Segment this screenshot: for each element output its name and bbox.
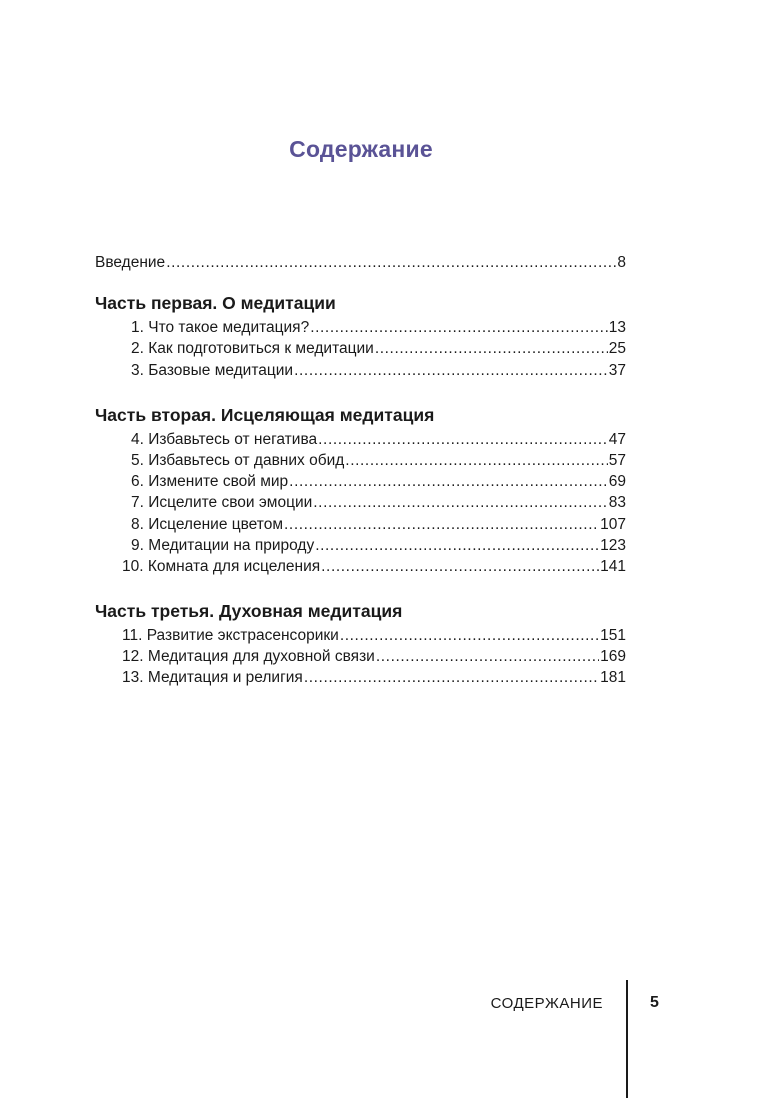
toc-entry[interactable] <box>95 516 626 537</box>
table-of-contents <box>95 254 626 691</box>
toc-entry[interactable] <box>95 473 626 494</box>
page-title: Содержание <box>289 136 433 162</box>
dot-leader <box>375 340 608 358</box>
toc-entry-page: 69 <box>608 473 626 491</box>
toc-entry-label: 8. Исцеление цветом <box>131 515 283 533</box>
toc-entry-intro[interactable] <box>95 254 626 275</box>
dot-leader <box>289 473 608 491</box>
toc-entry-page: 57 <box>608 451 626 469</box>
toc-entry-label: 11. Развитие экстрасенсорики <box>122 627 339 645</box>
toc-entry-label: 12. Медитация для духовной связи <box>122 648 375 666</box>
toc-entry-label: 4. Избавьтесь от негатива <box>131 430 318 448</box>
dot-leader <box>313 494 607 512</box>
toc-entry[interactable] <box>95 452 626 473</box>
toc-entry[interactable] <box>95 340 626 361</box>
toc-entry-page: 25 <box>608 340 626 358</box>
toc-entry-page: 47 <box>608 430 626 448</box>
dot-leader <box>294 362 608 380</box>
dot-leader <box>304 669 599 687</box>
dot-leader <box>340 627 599 645</box>
toc-entry-page: 141 <box>600 557 626 575</box>
toc-entry-label: 13. Медитация и религия <box>122 669 303 687</box>
running-footer-section: СОДЕРЖАНИЕ <box>490 995 603 1012</box>
toc-entry-page: 151 <box>600 627 626 645</box>
toc-entry-page: 8 <box>617 254 626 271</box>
toc-entry-label: 5. Избавьтесь от давних обид <box>131 451 345 469</box>
dot-leader <box>318 431 608 449</box>
toc-entry-label: 3. Базовые медитации <box>131 361 294 379</box>
toc-entry[interactable] <box>95 319 626 340</box>
toc-entry-page: 123 <box>600 536 626 554</box>
dot-leader <box>376 648 599 666</box>
toc-entry-page: 181 <box>600 669 626 687</box>
toc-entry-label: 10. Комната для исцеления <box>122 557 321 575</box>
toc-entry[interactable] <box>95 627 626 648</box>
toc-entry[interactable] <box>95 494 626 515</box>
dot-leader <box>284 516 599 534</box>
part-heading[interactable]: Часть первая. О медитации <box>95 293 336 314</box>
toc-entry-label: 2. Как подготовиться к медитации <box>131 340 374 358</box>
toc-entry[interactable] <box>95 648 626 669</box>
dot-leader <box>315 537 599 555</box>
toc-entry-page: 83 <box>608 494 626 512</box>
dot-leader <box>166 254 616 272</box>
dot-leader <box>310 319 608 337</box>
toc-entry-label: 7. Исцелите свои эмоции <box>131 494 313 512</box>
toc-entry-page: 107 <box>600 515 626 533</box>
toc-entry-page: 169 <box>600 648 626 666</box>
toc-entry[interactable] <box>95 362 626 383</box>
toc-entry[interactable] <box>95 558 626 579</box>
page-number: 5 <box>650 994 659 1011</box>
toc-entry[interactable] <box>95 431 626 452</box>
toc-entry-page: 13 <box>608 319 626 337</box>
toc-entry[interactable] <box>95 537 626 558</box>
part-heading[interactable]: Часть третья. Духовная медитация <box>95 601 403 622</box>
toc-entry[interactable] <box>95 669 626 690</box>
toc-entry-label: 9. Медитации на природу <box>131 536 315 554</box>
toc-entry-label: 1. Что такое медитация? <box>131 319 310 337</box>
part-heading[interactable]: Часть вторая. Исцеляющая медитация <box>95 404 435 425</box>
dot-leader <box>345 452 607 470</box>
toc-entry-label: 6. Измените свой мир <box>131 473 289 491</box>
footer-divider <box>626 980 628 1098</box>
dot-leader <box>321 558 599 576</box>
toc-entry-page: 37 <box>608 361 626 379</box>
toc-entry-label: Введение <box>95 254 166 271</box>
